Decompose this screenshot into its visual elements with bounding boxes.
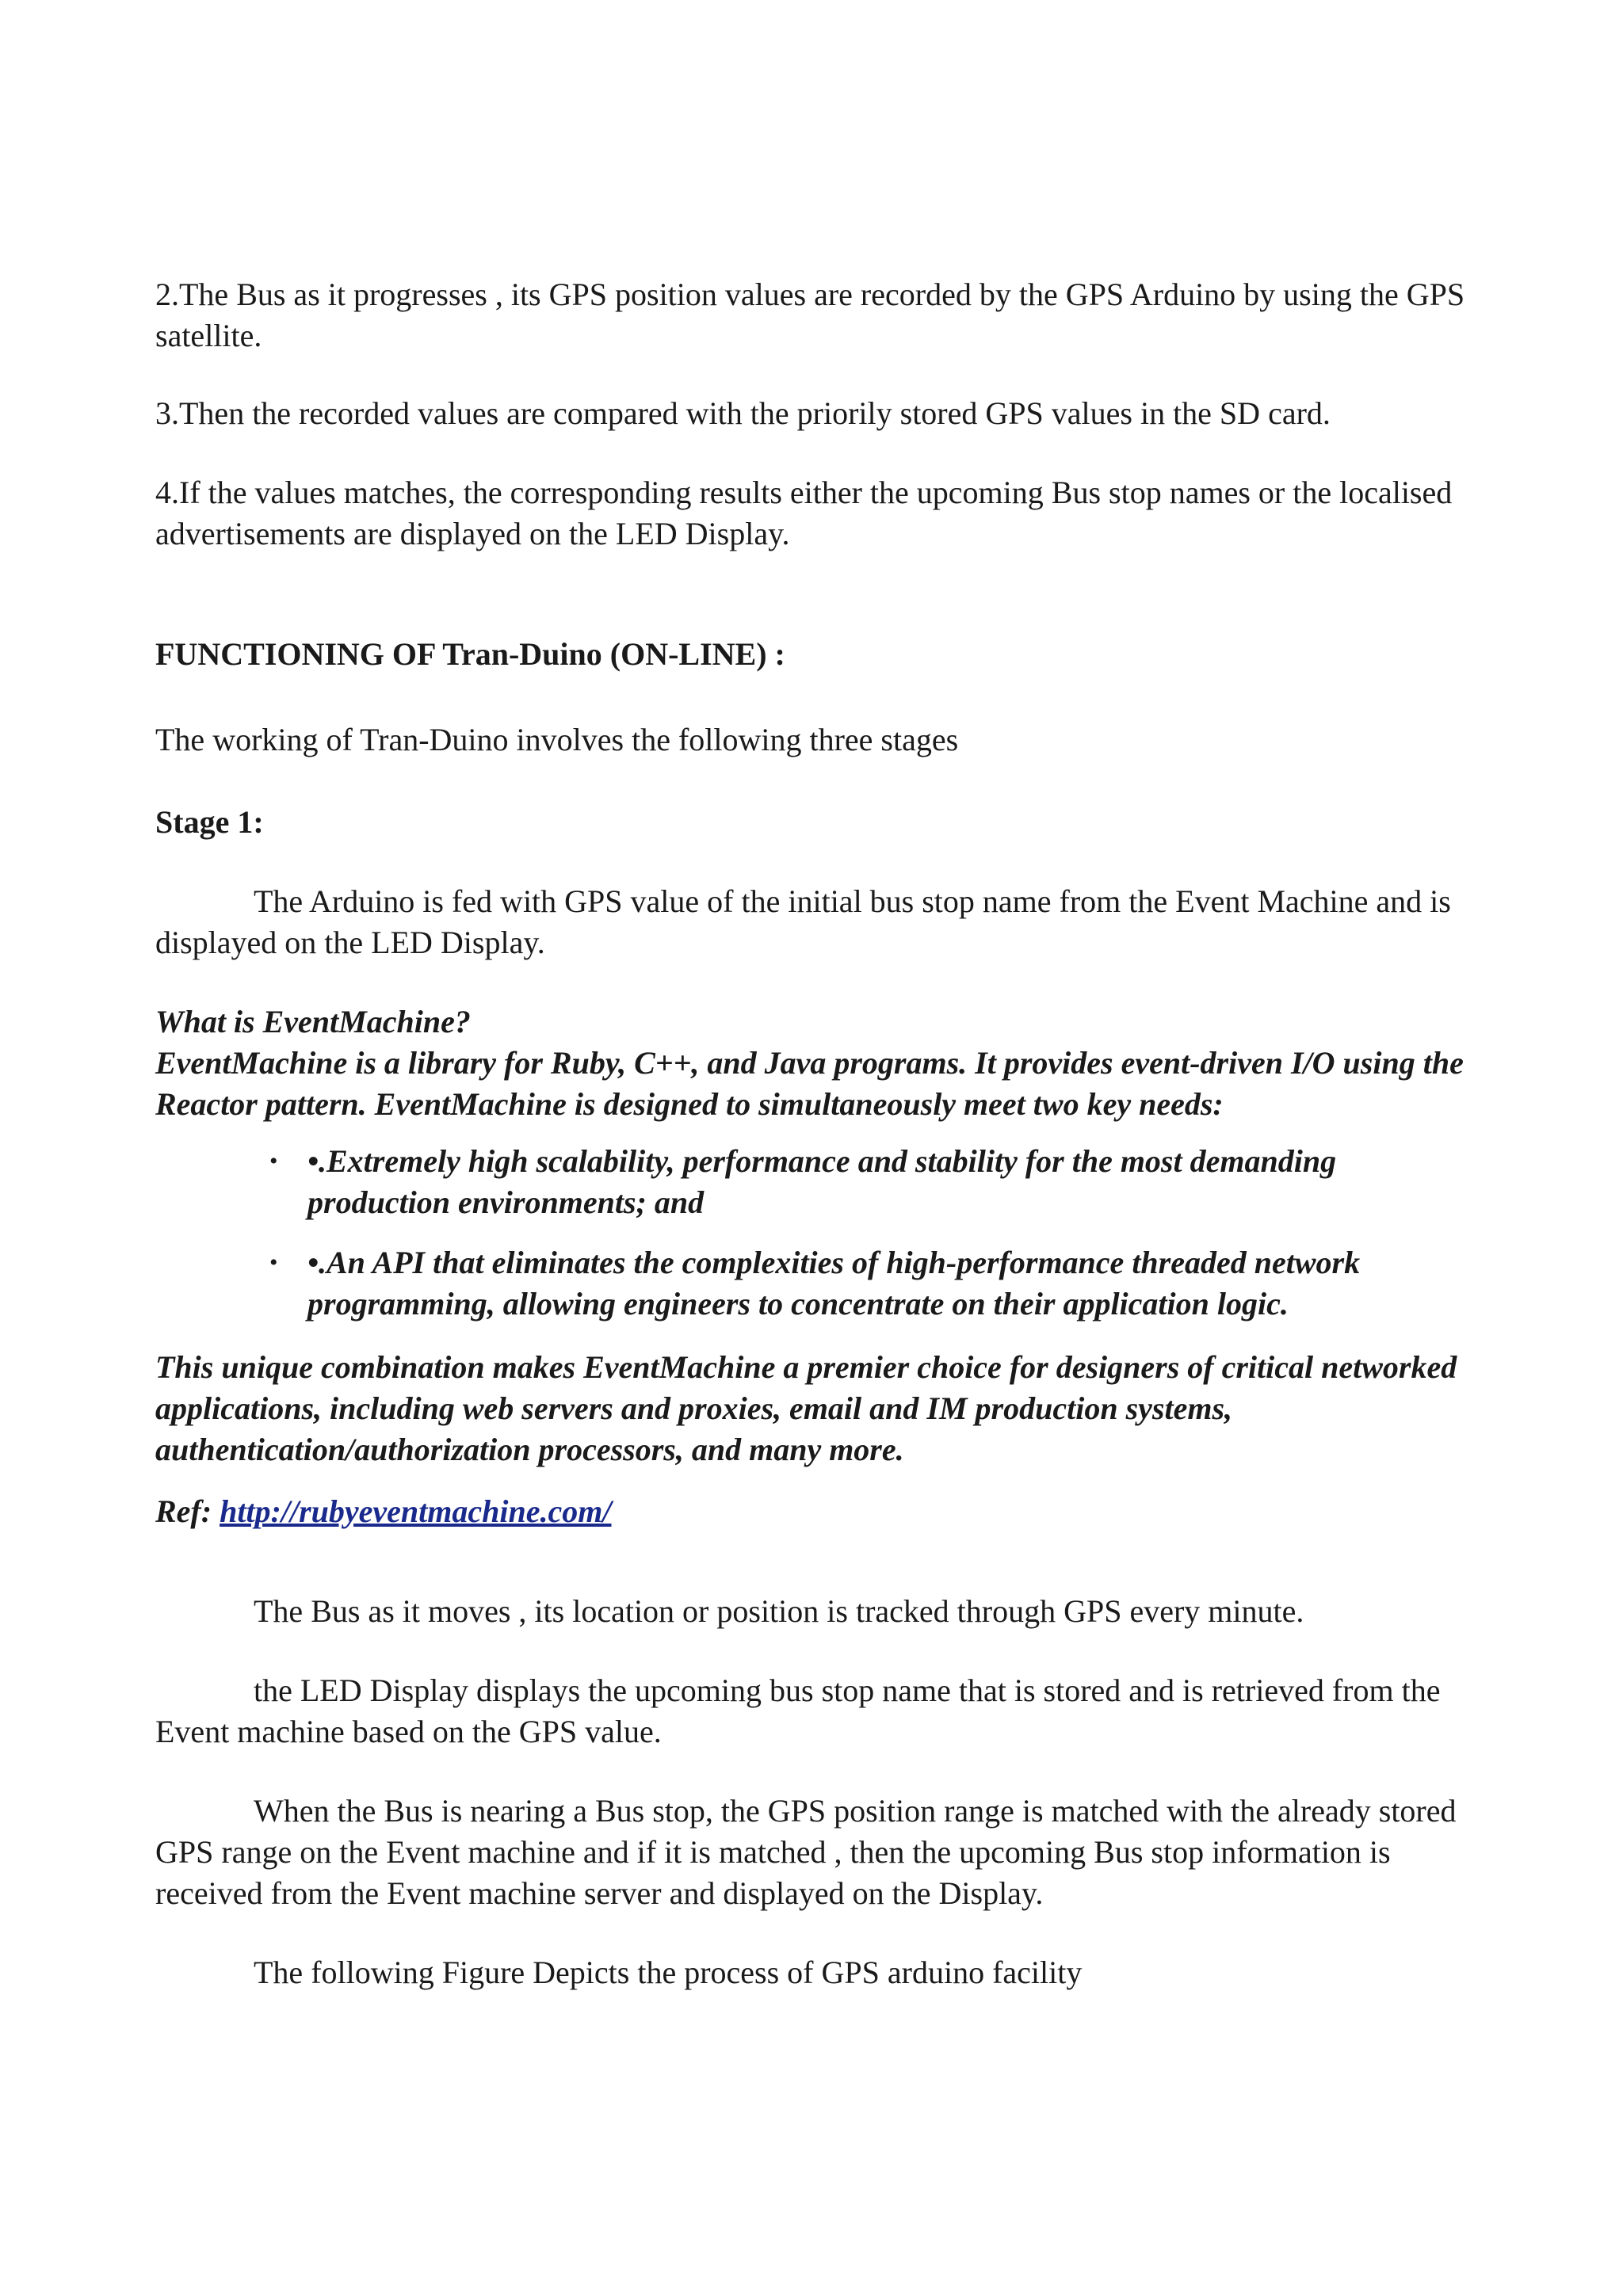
bullet-icon: • xyxy=(269,1249,278,1276)
eventmachine-question: What is EventMachine? xyxy=(155,1004,471,1039)
tracking-paragraph-1: The Bus as it moves , its location or position is tracked through GPS every minute. xyxy=(254,1593,1304,1629)
reference-line xyxy=(155,1491,1487,1532)
bullet-icon: • xyxy=(269,1148,278,1174)
stage-1-label: Stage 1: xyxy=(155,804,264,840)
paragraph-step-3: 3.Then the recorded values are compared with the priorily stored GPS values in the SD card. xyxy=(155,395,1331,431)
paragraph-step-4: 4.If the values matches, the corresponding results either the upcoming Bus stop names or the localised advertisements are displayed on the LED Display. xyxy=(155,475,1453,551)
reference-label: Ref: xyxy=(155,1493,212,1529)
eventmachine-bullet-list xyxy=(155,1141,1487,1325)
bullet-text: •.Extremely high scalability, performance and stability for the most demanding production environments; and xyxy=(307,1143,1337,1220)
figure-caption-lead: The following Figure Depicts the process of GPS arduino facility xyxy=(254,1955,1083,1990)
tracking-paragraph-3: When the Bus is nearing a Bus stop, the GPS position range is matched with the already stored GPS range on the Event machine and if it is matched , then the upcoming Bus stop information is received from the Event machine server and displayed on the Display. xyxy=(155,1793,1457,1911)
reference-link[interactable]: http://rubyeventmachine.com/ xyxy=(220,1493,612,1529)
section-heading: FUNCTIONING OF Tran-Duino (ON-LINE) : xyxy=(155,636,785,672)
stage-1-text: The Arduino is fed with GPS value of the initial bus stop name from the Event Machine and is displayed on the LED Display. xyxy=(155,883,1451,960)
eventmachine-description: EventMachine is a library for Ruby, C++, and Java programs. It provides event-driven I/O using the Reactor pattern. EventMachine is designed to simultaneously meet two key needs: xyxy=(155,1045,1464,1122)
tracking-paragraph-2: the LED Display displays the upcoming bus stop name that is stored and is retrieved from the Event machine based on the GPS value. xyxy=(155,1672,1441,1749)
section-intro: The working of Tran-Duino involves the following three stages xyxy=(155,722,959,757)
bullet-item-scalability xyxy=(155,1141,1487,1223)
bullet-item-api xyxy=(155,1242,1487,1325)
bullet-text: •.An API that eliminates the complexities of high-performance threaded network programming, allowing engineers to concentrate on their application logic. xyxy=(307,1245,1361,1322)
eventmachine-summary: This unique combination makes EventMachine a premier choice for designers of critical networked applications, including web servers and proxies, email and IM production systems, authentication/authorization processors, and many more. xyxy=(155,1349,1457,1467)
paragraph-step-2: 2.The Bus as it progresses , its GPS position values are recorded by the GPS Arduino by using the GPS satellite. xyxy=(155,277,1465,353)
